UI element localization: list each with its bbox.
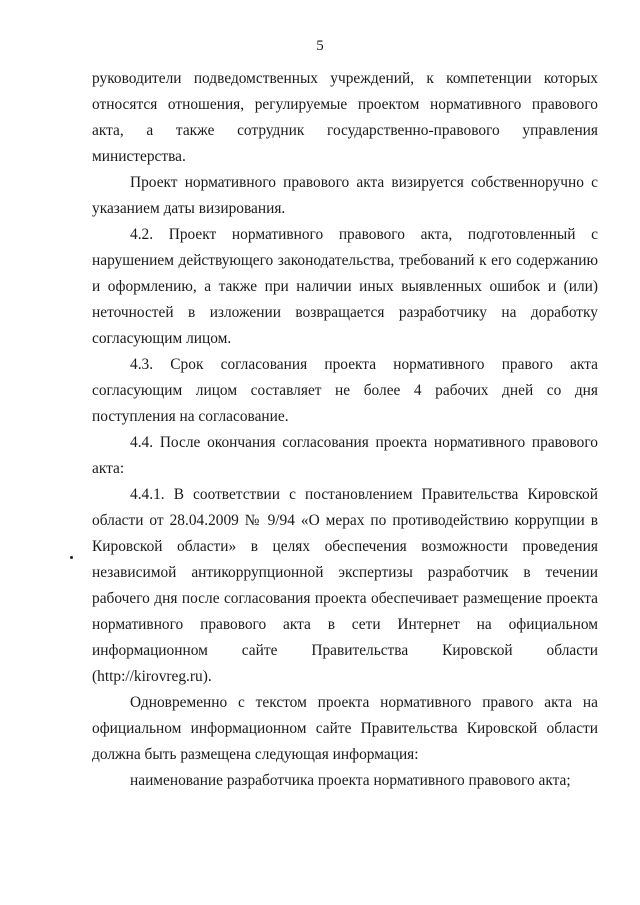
margin-dot-mark [70, 556, 73, 559]
paragraph-4-4-1: 4.4.1. В соответствии с постановлением Правительства Кировской области от 28.04.2009 № 9/94 «О мерах по противодействию коррупции в Кировской области» в целях обеспечения возможности проведения независимой антикоррупционной экспертизы разработчик в течении рабочего дня после согласования проекта обеспечивает размещение проекта нормативного правового акта в сети Интернет на официальном информационном сайте Правительства Кировской области (http://kirovreg.ru). [92, 486, 598, 685]
paragraph-4-2: 4.2. Проект нормативного правового акта, подготовленный с нарушением действующего законодательства, требований к его содержанию и оформлению, а также при наличии иных выявленных ошибок и (или) неточностей в изложении возвращается разработчику на доработку согласующим лицом. [92, 226, 598, 347]
paragraph-visa: Проект нормативного правового акта визируется собственноручно с указанием даты визирования. [92, 174, 598, 217]
paragraph-4-4: 4.4. После окончания согласования проекта нормативного правового акта: [92, 434, 598, 477]
paragraph-continuation: руководители подведомственных учреждений, к компетенции которых относятся отношения, регулируемые проектом нормативного правового акта, а также сотрудник государственно-правового управления министерства. [92, 70, 598, 165]
page-number: 5 [316, 38, 324, 54]
paragraph-4-3: 4.3. Срок согласования проекта нормативного правого акта согласующим лицом составляет не более 4 рабочих дней со дня поступления на согласование. [92, 356, 598, 425]
document-body [92, 66, 598, 794]
paragraph-developer-name: наименование разработчика проекта нормативного правового акта; [130, 772, 571, 789]
paragraph-simultaneously: Одновременно с текстом проекта нормативного правого акта на официальном информационном сайте Правительства Кировской области должна быть размещена следующая информация: [92, 694, 598, 763]
